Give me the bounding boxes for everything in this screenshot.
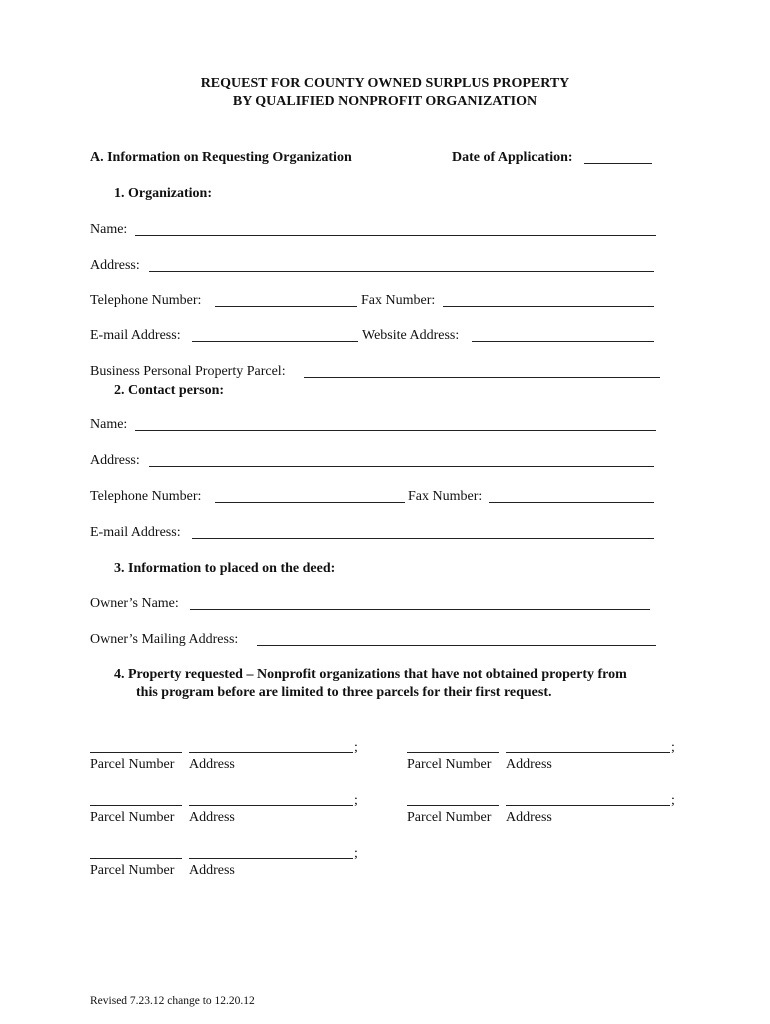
parcel-number-field-1[interactable] [90, 752, 182, 753]
contact-telephone-label: Telephone Number: [90, 489, 202, 504]
org-website-label: Website Address: [362, 328, 460, 343]
org-email-field[interactable] [192, 341, 358, 342]
contact-address-label: Address: [90, 453, 140, 468]
contact-name-label: Name: [90, 417, 128, 432]
form-title-line2: BY QUALIFIED NONPROFIT ORGANIZATION [232, 94, 538, 109]
contact-person-heading: 2. Contact person: [114, 383, 225, 398]
revision-note: Revised 7.23.12 change to 12.20.12 [90, 995, 255, 1007]
contact-address-field[interactable] [149, 466, 654, 467]
parcel-separator-1: ; [354, 740, 358, 755]
date-of-application-label: Date of Application: [452, 150, 573, 165]
parcel-address-field-4[interactable] [506, 805, 670, 806]
org-email-label: E-mail Address: [90, 328, 181, 343]
org-telephone-label: Telephone Number: [90, 293, 202, 308]
parcel-address-field-2[interactable] [506, 752, 670, 753]
org-name-label: Name: [90, 222, 128, 237]
org-telephone-field[interactable] [215, 306, 357, 307]
parcel-separator-4: ; [671, 793, 675, 808]
parcel-number-field-3[interactable] [90, 805, 182, 806]
parcel-number-field-2[interactable] [407, 752, 499, 753]
parcel-address-label-3: Address [189, 810, 235, 825]
parcel-address-label-2: Address [506, 757, 552, 772]
org-address-field[interactable] [149, 271, 654, 272]
parcel-number-field-4[interactable] [407, 805, 499, 806]
contact-telephone-field[interactable] [215, 502, 405, 503]
parcel-number-label-5: Parcel Number [90, 863, 175, 878]
owner-name-field[interactable] [190, 609, 650, 610]
org-website-field[interactable] [472, 341, 654, 342]
parcel-separator-3: ; [354, 793, 358, 808]
parcel-number-label-1: Parcel Number [90, 757, 175, 772]
parcel-separator-2: ; [671, 740, 675, 755]
org-fax-label: Fax Number: [361, 293, 436, 308]
property-requested-heading-line1: 4. Property requested – Nonprofit organizations that have not obtained property from [114, 667, 627, 682]
contact-email-field[interactable] [192, 538, 654, 539]
org-fax-field[interactable] [443, 306, 654, 307]
contact-fax-label: Fax Number: [408, 489, 483, 504]
org-name-field[interactable] [135, 235, 656, 236]
date-of-application-field[interactable] [584, 163, 652, 164]
contact-fax-field[interactable] [489, 502, 654, 503]
organization-heading: 1. Organization: [114, 186, 212, 201]
property-requested-heading-line2: this program before are limited to three parcels for their first request. [136, 685, 552, 700]
parcel-separator-5: ; [354, 846, 358, 861]
parcel-address-field-3[interactable] [189, 805, 353, 806]
org-parcel-label: Business Personal Property Parcel: [90, 364, 286, 379]
deed-info-heading: 3. Information to placed on the deed: [114, 561, 336, 576]
org-address-label: Address: [90, 258, 140, 273]
form-title-line1: REQUEST FOR COUNTY OWNED SURPLUS PROPERTY [200, 76, 570, 91]
section-a-heading: A. Information on Requesting Organization [90, 150, 352, 165]
contact-email-label: E-mail Address: [90, 525, 181, 540]
parcel-number-label-2: Parcel Number [407, 757, 492, 772]
org-parcel-field[interactable] [304, 377, 660, 378]
parcel-number-label-3: Parcel Number [90, 810, 175, 825]
parcel-number-label-4: Parcel Number [407, 810, 492, 825]
parcel-address-field-1[interactable] [189, 752, 353, 753]
owner-mailing-address-field[interactable] [257, 645, 656, 646]
parcel-address-label-4: Address [506, 810, 552, 825]
contact-name-field[interactable] [135, 430, 656, 431]
parcel-number-field-5[interactable] [90, 858, 182, 859]
parcel-address-field-5[interactable] [189, 858, 353, 859]
owner-name-label: Owner’s Name: [90, 596, 179, 611]
parcel-address-label-1: Address [189, 757, 235, 772]
parcel-address-label-5: Address [189, 863, 235, 878]
owner-mailing-address-label: Owner’s Mailing Address: [90, 632, 239, 647]
